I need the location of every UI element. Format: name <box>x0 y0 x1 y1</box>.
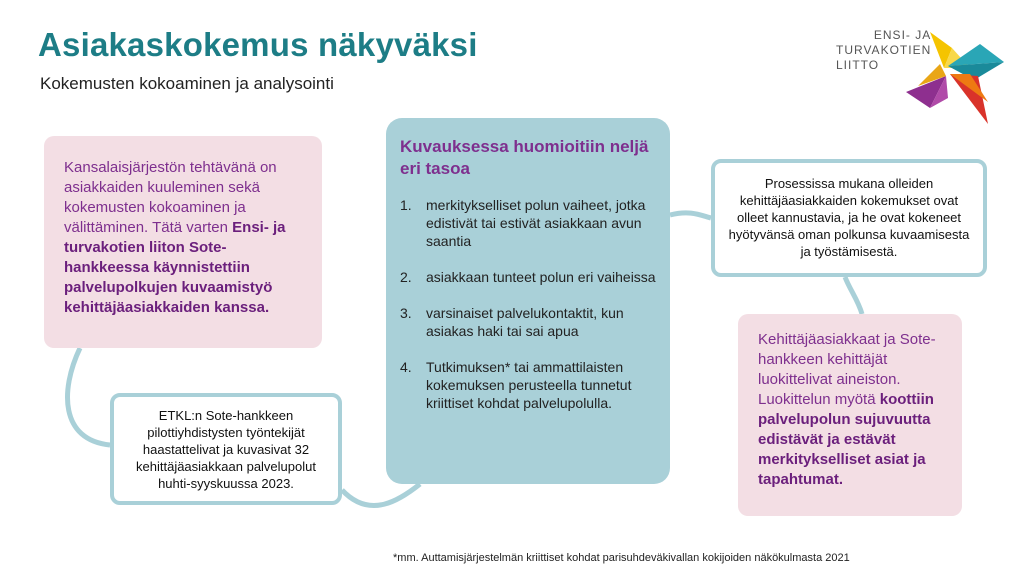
box-right-pink-bold: koottiin palvelupolun sujuvuutta edistävät ja estävät merkitykselliset asiat ja tapahtumat. <box>758 391 934 488</box>
list-item-number: 3. <box>400 305 412 321</box>
logo-line-1: ENSI- JA <box>873 28 932 42</box>
pinwheel-logo-icon <box>900 28 1006 128</box>
list-item-text: asiakkaan tunteet polun eri vaiheissa <box>426 269 656 285</box>
list-item-number: 2. <box>400 269 412 285</box>
list-item-text: merkitykselliset polun vaiheet, jotka edistivät tai estivät asiakkaan avun saantia <box>426 197 646 249</box>
list-item <box>400 304 656 340</box>
list-item-text: varsinaiset palvelukontaktit, kun asiakas haki tai sai apua <box>426 305 624 339</box>
box-left-white-text: ETKL:n Sote-hankkeen pilottiyhdistysten työntekijät haastattelivat ja kuvasivat 32 kehittäjäasiakkaan palvelupolut huhti-syyskuussa 2023. <box>136 408 316 491</box>
footnote: *mm. Auttamisjärjestelmän kriittiset kohdat parisuhdeväkivallan kokijoiden näkökulmasta 2021 <box>393 552 850 564</box>
list-item-number: 4. <box>400 359 412 375</box>
logo-line-3: LIITTO <box>836 58 880 72</box>
box-left-pink <box>44 136 322 348</box>
list-item <box>400 196 656 250</box>
list-item-number: 1. <box>400 197 412 213</box>
list-item-text: Tutkimuksen* tai ammattilaisten kokemuksen perusteella tunnetut kriittiset kohdat palvelupolulla. <box>426 359 632 411</box>
list-item <box>400 358 656 412</box>
box-left-pink-text: Kansalaisjärjestön tehtävänä on asiakkaiden kuuleminen sekä kokemusten kokoaminen ja välittäminen. Tätä varten <box>64 159 277 236</box>
box-right-pink <box>738 314 962 516</box>
center-title: Kuvauksessa huomioitiin neljä eri tasoa <box>400 137 649 178</box>
box-center <box>386 118 670 484</box>
box-left-pink-bold: Ensi- ja turvakotien liiton Sote-hankkeessa käynnistettiin palvelupolkujen kuvaamistyö kehittäjäasiakkaiden kanssa. <box>64 219 286 316</box>
box-right-white-text: Prosessissa mukana olleiden kehittäjäasiakkaiden kokemukset ovat olleet kannustavia, ja he ovat kokeneet hyötyvänsä oman polkunsa kuvaamisesta ja työstämisestä. <box>728 176 970 259</box>
levels-list <box>400 196 656 412</box>
box-right-white <box>711 159 987 277</box>
page-subtitle: Kokemusten kokoaminen ja analysointi <box>40 74 334 93</box>
page-title: Asiakaskokemus näkyväksi <box>38 26 478 63</box>
logo-line-2: TURVAKOTIEN <box>836 43 932 57</box>
box-left-white <box>110 393 342 505</box>
list-item <box>400 268 656 286</box>
box-right-pink-text: Kehittäjäasiakkaat ja Sote-hankkeen kehittäjät luokittelivat aineiston. Luokittelun myötä <box>758 331 936 408</box>
